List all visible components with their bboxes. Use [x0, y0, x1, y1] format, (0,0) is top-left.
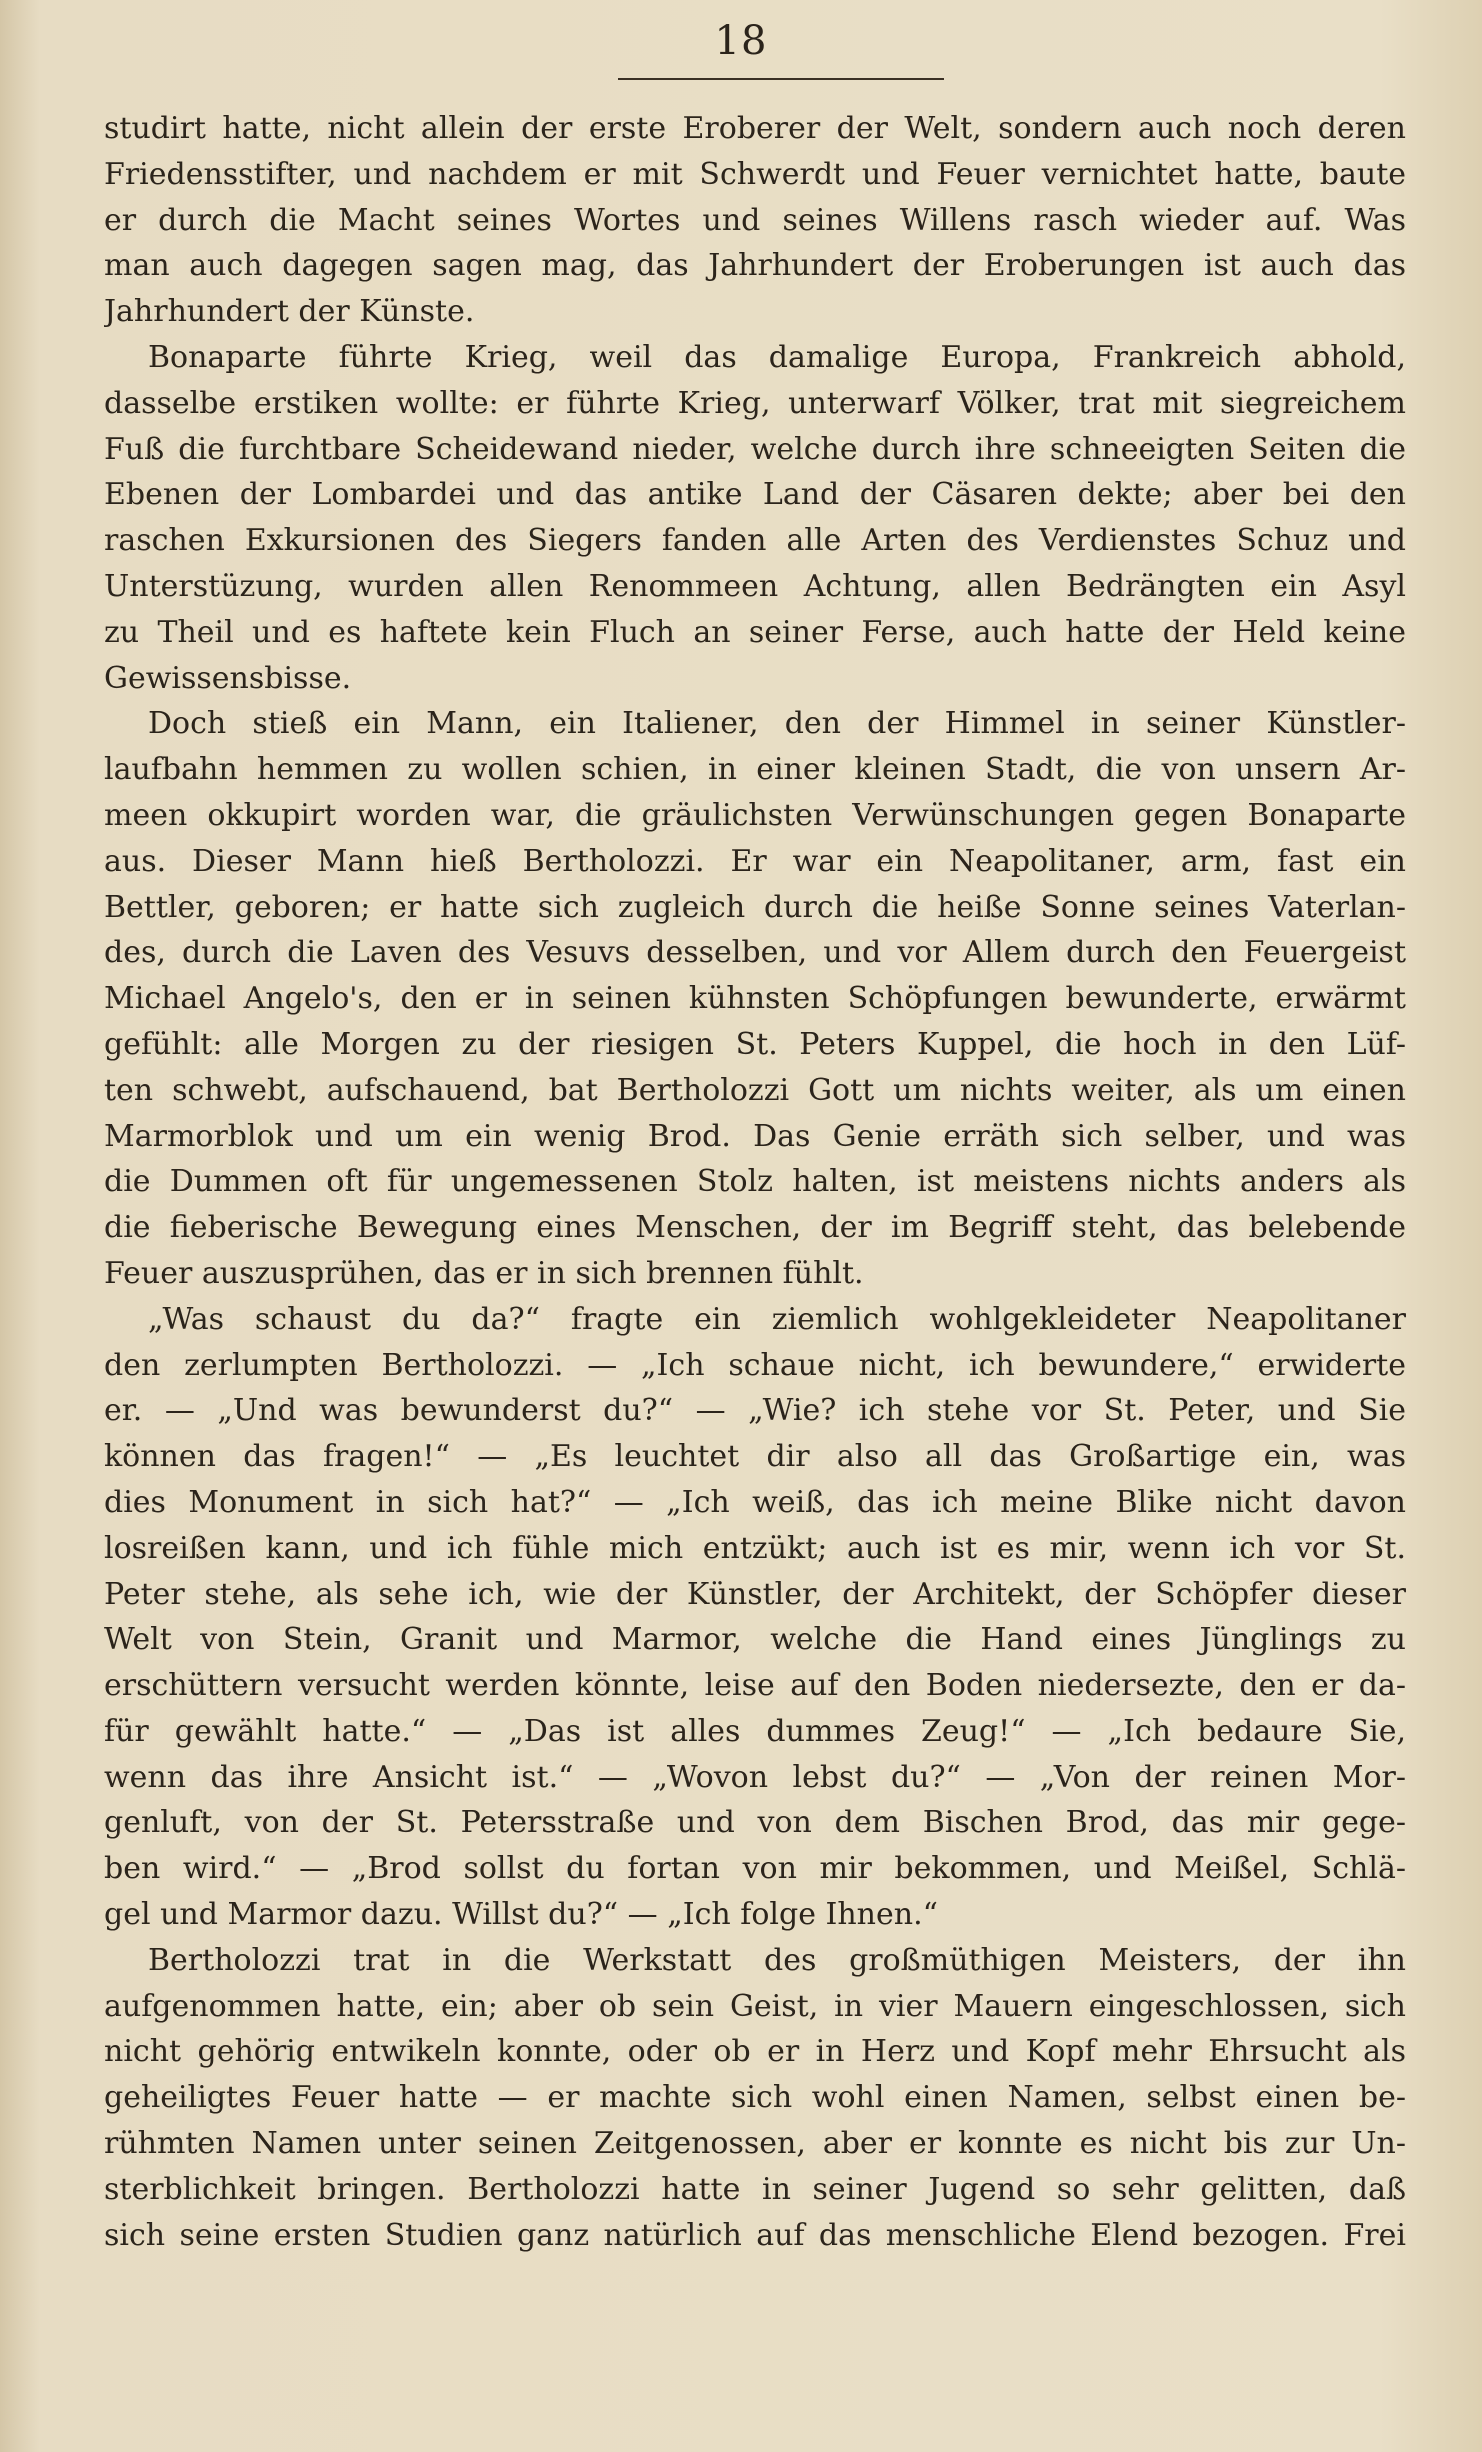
- text-line: Jahrhundert der Künste.: [104, 294, 475, 330]
- text-line: Bettler, geboren; er hatte sich zugleich durch die heiße Sonne seines Vaterlan-: [104, 889, 1406, 925]
- text-line: Unterstüzung, wurden allen Renommeen Achtung, allen Bedrängten ein Asyl: [104, 568, 1406, 604]
- text-line: er. — „Und was bewunderst du?“ — „Wie? ich stehe vor St. Peter, und Sie: [104, 1393, 1406, 1429]
- text-line: raschen Exkursionen des Siegers fanden alle Arten des Verdienstes Schuz und: [104, 523, 1406, 559]
- text-line: genluft, von der St. Petersstraße und von dem Bischen Brod, das mir gege-: [104, 1805, 1406, 1841]
- text-line: gefühlt: alle Morgen zu der riesigen St. Peters Kuppel, die hoch in den Lüf-: [104, 1026, 1406, 1062]
- text-line: Bertholozzi trat in die Werkstatt des großmüthigen Meisters, der ihn: [148, 1942, 1406, 1978]
- text-line: ten schwebt, aufschauend, bat Bertholozzi Gott um nichts weiter, als um einen: [104, 1072, 1406, 1108]
- text-line: aus. Dieser Mann hieß Bertholozzi. Er war ein Neapolitaner, arm, fast ein: [104, 843, 1406, 879]
- text-line: „Was schaust du da?“ fragte ein ziemlich wohlgekleideter Neapolitaner: [148, 1301, 1406, 1337]
- text-line: sterblichkeit bringen. Bertholozzi hatte in seiner Jugend so sehr gelitten, daß: [104, 2171, 1406, 2207]
- text-line: ben wird.“ — „Brod sollst du fortan von mir bekommen, und Meißel, Schlä-: [104, 1851, 1406, 1887]
- text-line: sich seine ersten Studien ganz natürlich auf das menschliche Elend bezogen. Frei: [104, 2217, 1406, 2253]
- text-line: Feuer auszusprühen, das er in sich brennen fühlt.: [104, 1255, 864, 1291]
- text-line: Friedensstifter, und nachdem er mit Schwerdt und Feuer vernichtet hatte, baute: [104, 156, 1406, 192]
- text-line: zu Theil und es haftete kein Fluch an seiner Ferse, auch hatte der Held keine: [104, 614, 1406, 650]
- text-line: laufbahn hemmen zu wollen schien, in einer kleinen Stadt, die von unsern Ar-: [104, 752, 1406, 788]
- text-line: des, durch die Laven des Vesuvs desselben, und vor Allem durch den Feuergeist: [104, 935, 1406, 971]
- body-text: [104, 106, 1406, 2258]
- text-line: Gewissensbisse.: [104, 660, 352, 696]
- text-line: dies Monument in sich hat?“ — „Ich weiß, das ich meine Blike nicht davon: [104, 1484, 1406, 1520]
- text-line: wenn das ihre Ansicht ist.“ — „Wovon lebst du?“ — „Von der reinen Mor-: [104, 1759, 1406, 1795]
- text-line: rühmten Namen unter seinen Zeitgenossen, aber er konnte es nicht bis zur Un-: [104, 2126, 1406, 2162]
- text-line: er durch die Macht seines Wortes und seines Willens rasch wieder auf. Was: [104, 202, 1406, 238]
- text-line: Fuß die furchtbare Scheidewand nieder, welche durch ihre schneeigten Seiten die: [104, 431, 1406, 467]
- text-line: Bonaparte führte Krieg, weil das damalige Europa, Frankreich abhold,: [148, 339, 1406, 375]
- text-line: Peter stehe, als sehe ich, wie der Künstler, der Architekt, der Schöpfer dieser: [104, 1576, 1406, 1612]
- text-line: dasselbe erstiken wollte: er führte Krieg, unterwarf Völker, trat mit siegreichem: [104, 385, 1406, 421]
- text-line: nicht gehörig entwikeln konnte, oder ob er in Herz und Kopf mehr Ehrsucht als: [104, 2034, 1406, 2070]
- text-line: Marmorblok und um ein wenig Brod. Das Genie erräth sich selber, und was: [104, 1118, 1406, 1154]
- text-line: geheiligtes Feuer hatte — er machte sich wohl einen Namen, selbst einen be-: [104, 2080, 1406, 2116]
- text-line: Welt von Stein, Granit und Marmor, welche die Hand eines Jünglings zu: [104, 1622, 1406, 1658]
- text-line: den zerlumpten Bertholozzi. — „Ich schaue nicht, ich bewundere,“ erwiderte: [104, 1347, 1406, 1383]
- text-line: die fieberische Bewegung eines Menschen, der im Begriff steht, das belebende: [104, 1210, 1406, 1246]
- text-line: meen okkupirt worden war, die gräulichsten Verwünschungen gegen Bonaparte: [104, 797, 1406, 833]
- page-number: 18: [714, 18, 768, 64]
- text-line: losreißen kann, und ich fühle mich entzükt; auch ist es mir, wenn ich vor St.: [104, 1530, 1406, 1566]
- text-line: Michael Angelo's, den er in seinen kühnsten Schöpfungen bewunderte, erwärmt: [104, 981, 1406, 1017]
- text-line: erschüttern versucht werden könnte, leise auf den Boden niedersezte, den er da-: [104, 1668, 1406, 1704]
- text-line: können das fragen!“ — „Es leuchtet dir also all das Großartige ein, was: [104, 1439, 1406, 1475]
- header-rule: [618, 78, 944, 80]
- text-line: gel und Marmor dazu. Willst du?“ — „Ich folge Ihnen.“: [104, 1897, 938, 1933]
- text-line: für gewählt hatte.“ — „Das ist alles dummes Zeug!“ — „Ich bedaure Sie,: [104, 1713, 1406, 1749]
- text-line: Doch stieß ein Mann, ein Italiener, den der Himmel in seiner Künstler-: [148, 706, 1406, 742]
- text-line: aufgenommen hatte, ein; aber ob sein Geist, in vier Mauern eingeschlossen, sich: [104, 1988, 1406, 2024]
- text-line: studirt hatte, nicht allein der erste Eroberer der Welt, sondern auch noch deren: [104, 111, 1406, 146]
- text-line: man auch dagegen sagen mag, das Jahrhundert der Eroberungen ist auch das: [104, 248, 1406, 284]
- text-line: die Dummen oft für ungemessenen Stolz halten, ist meistens nichts anders als: [104, 1164, 1406, 1200]
- text-line: Ebenen der Lombardei und das antike Land der Cäsaren dekte; aber bei den: [104, 477, 1406, 513]
